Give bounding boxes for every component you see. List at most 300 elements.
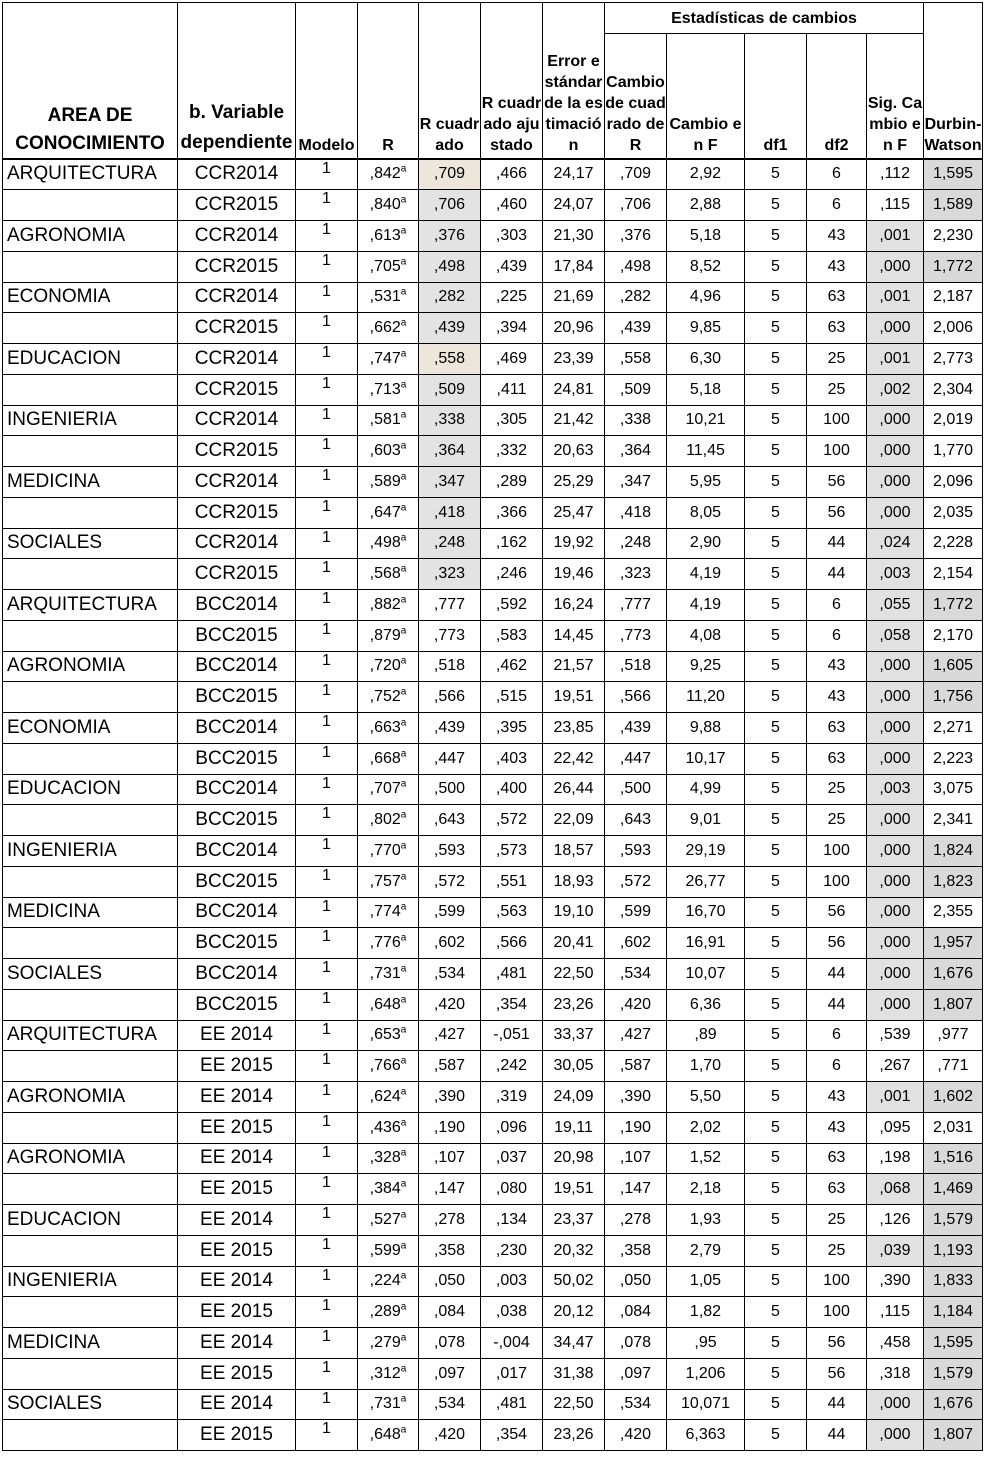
r-cell bbox=[358, 1082, 419, 1113]
area-cell bbox=[3, 251, 178, 282]
durbin-watson-cell: 1,824 bbox=[924, 836, 983, 867]
sig-f-change-cell: ,267 bbox=[867, 1051, 924, 1082]
r-square-change-cell: ,534 bbox=[605, 1389, 667, 1420]
r-value: ,774 bbox=[369, 903, 401, 921]
r-value: ,289 bbox=[369, 1303, 401, 1321]
df2-cell: 100 bbox=[807, 1297, 867, 1328]
sig-f-change-cell: ,003 bbox=[867, 774, 924, 805]
table-row bbox=[3, 774, 983, 805]
table-row bbox=[3, 1266, 983, 1297]
sig-f-change-cell: ,039 bbox=[867, 1235, 924, 1266]
r-value: ,731 bbox=[369, 964, 401, 982]
table-row bbox=[3, 467, 983, 498]
dependent-variable-cell: EE 2015 bbox=[178, 1358, 296, 1389]
f-change-cell: 10,07 bbox=[667, 959, 745, 990]
table-row bbox=[3, 713, 983, 744]
table-row bbox=[3, 1082, 983, 1113]
footnote-marker: a bbox=[400, 1271, 407, 1283]
model-cell: 1 bbox=[296, 559, 358, 590]
durbin-watson-cell: 2,035 bbox=[924, 497, 983, 528]
model-cell: 1 bbox=[296, 251, 358, 282]
area-cell: EDUCACION bbox=[3, 774, 178, 805]
f-change-cell: 9,25 bbox=[667, 651, 745, 682]
durbin-watson-cell: 2,271 bbox=[924, 713, 983, 744]
model-cell: 1 bbox=[296, 1112, 358, 1143]
adjusted-r-square-cell: ,162 bbox=[481, 528, 543, 559]
r-square-cell: ,248 bbox=[419, 528, 481, 559]
area-cell: MEDICINA bbox=[3, 467, 178, 498]
area-cell bbox=[3, 1358, 178, 1389]
footnote-marker: a bbox=[400, 287, 407, 299]
r-square-cell: ,534 bbox=[419, 959, 481, 990]
r-square-change-cell: ,323 bbox=[605, 559, 667, 590]
table-row bbox=[3, 497, 983, 528]
r-square-cell: ,500 bbox=[419, 774, 481, 805]
std-error-cell: 33,37 bbox=[543, 1020, 605, 1051]
table-row bbox=[3, 897, 983, 928]
footnote-marker: a bbox=[400, 194, 407, 206]
r-cell bbox=[358, 528, 419, 559]
durbin-watson-cell: 1,756 bbox=[924, 682, 983, 713]
sig-f-change-cell: ,000 bbox=[867, 682, 924, 713]
footnote-marker: a bbox=[400, 686, 407, 698]
durbin-watson-cell: 1,193 bbox=[924, 1235, 983, 1266]
f-change-cell: 29,19 bbox=[667, 836, 745, 867]
r-value: ,648 bbox=[369, 995, 401, 1013]
df1-cell: 5 bbox=[745, 620, 807, 651]
dependent-variable-cell: BCC2014 bbox=[178, 774, 296, 805]
dependent-variable-cell: EE 2014 bbox=[178, 1266, 296, 1297]
area-cell bbox=[3, 1297, 178, 1328]
table-row bbox=[3, 159, 983, 190]
r-cell bbox=[358, 221, 419, 252]
df1-cell: 5 bbox=[745, 190, 807, 221]
f-change-cell: 8,52 bbox=[667, 251, 745, 282]
adjusted-r-square-cell: ,592 bbox=[481, 590, 543, 621]
r-value: ,624 bbox=[369, 1087, 401, 1105]
adjusted-r-square-cell: ,354 bbox=[481, 989, 543, 1020]
df1-cell: 5 bbox=[745, 1174, 807, 1205]
r-value: ,589 bbox=[369, 472, 401, 490]
df2-cell: 25 bbox=[807, 344, 867, 375]
f-change-cell: 5,95 bbox=[667, 467, 745, 498]
sig-f-change-cell: ,000 bbox=[867, 436, 924, 467]
durbin-watson-cell: 1,772 bbox=[924, 251, 983, 282]
durbin-watson-cell: 1,957 bbox=[924, 928, 983, 959]
r-cell bbox=[358, 620, 419, 651]
dependent-variable-cell: EE 2014 bbox=[178, 1389, 296, 1420]
footnote-marker: a bbox=[400, 1178, 407, 1190]
header-df1: df1 bbox=[745, 34, 807, 159]
footnote-marker: a bbox=[400, 256, 407, 268]
r-square-cell: ,420 bbox=[419, 1420, 481, 1451]
table-row bbox=[3, 1051, 983, 1082]
table-row bbox=[3, 436, 983, 467]
df1-cell: 5 bbox=[745, 1420, 807, 1451]
f-change-cell: ,89 bbox=[667, 1020, 745, 1051]
df2-cell: 100 bbox=[807, 836, 867, 867]
sig-f-change-cell: ,318 bbox=[867, 1358, 924, 1389]
footnote-marker: a bbox=[400, 1209, 407, 1221]
df1-cell: 5 bbox=[745, 989, 807, 1020]
df2-cell: 43 bbox=[807, 1112, 867, 1143]
dependent-variable-cell: EE 2015 bbox=[178, 1112, 296, 1143]
model-cell: 1 bbox=[296, 159, 358, 190]
df1-cell: 5 bbox=[745, 590, 807, 621]
f-change-cell: 10,071 bbox=[667, 1389, 745, 1420]
model-cell: 1 bbox=[296, 1235, 358, 1266]
sig-f-change-cell: ,458 bbox=[867, 1328, 924, 1359]
r-square-cell: ,418 bbox=[419, 497, 481, 528]
dependent-variable-cell: EE 2015 bbox=[178, 1297, 296, 1328]
dependent-variable-cell: BCC2015 bbox=[178, 989, 296, 1020]
r-square-cell: ,097 bbox=[419, 1358, 481, 1389]
model-cell: 1 bbox=[296, 1420, 358, 1451]
adjusted-r-square-cell: ,411 bbox=[481, 374, 543, 405]
durbin-watson-cell: 2,019 bbox=[924, 405, 983, 436]
footnote-marker: a bbox=[400, 840, 407, 852]
model-cell: 1 bbox=[296, 1082, 358, 1113]
df1-cell: 5 bbox=[745, 251, 807, 282]
r-square-change-cell: ,278 bbox=[605, 1205, 667, 1236]
dependent-variable-cell: CCR2015 bbox=[178, 497, 296, 528]
footnote-marker: a bbox=[400, 225, 407, 237]
df1-cell: 5 bbox=[745, 897, 807, 928]
f-change-cell: 2,92 bbox=[667, 159, 745, 190]
r-square-change-cell: ,420 bbox=[605, 1420, 667, 1451]
std-error-cell: 34,47 bbox=[543, 1328, 605, 1359]
r-square-cell: ,602 bbox=[419, 928, 481, 959]
df2-cell: 43 bbox=[807, 651, 867, 682]
header-std-error: Error estándar de la estimación bbox=[543, 3, 605, 159]
r-cell bbox=[358, 743, 419, 774]
r-square-cell: ,282 bbox=[419, 282, 481, 313]
std-error-cell: 20,98 bbox=[543, 1143, 605, 1174]
f-change-cell: 9,85 bbox=[667, 313, 745, 344]
table-row bbox=[3, 928, 983, 959]
r-cell bbox=[358, 989, 419, 1020]
r-square-change-cell: ,500 bbox=[605, 774, 667, 805]
footnote-marker: a bbox=[400, 809, 407, 821]
model-cell: 1 bbox=[296, 713, 358, 744]
sig-f-change-cell: ,115 bbox=[867, 1297, 924, 1328]
table-row bbox=[3, 1389, 983, 1420]
model-cell: 1 bbox=[296, 282, 358, 313]
adjusted-r-square-cell: ,573 bbox=[481, 836, 543, 867]
footnote-marker: a bbox=[400, 440, 407, 452]
r-cell bbox=[358, 1174, 419, 1205]
r-square-change-cell: ,572 bbox=[605, 866, 667, 897]
df1-cell: 5 bbox=[745, 651, 807, 682]
adjusted-r-square-cell: ,242 bbox=[481, 1051, 543, 1082]
table-row bbox=[3, 989, 983, 1020]
r-square-change-cell: ,587 bbox=[605, 1051, 667, 1082]
df1-cell: 5 bbox=[745, 774, 807, 805]
durbin-watson-cell: 1,595 bbox=[924, 1328, 983, 1359]
std-error-cell: 19,51 bbox=[543, 1174, 605, 1205]
r-cell bbox=[358, 467, 419, 498]
model-cell: 1 bbox=[296, 405, 358, 436]
adjusted-r-square-cell: ,305 bbox=[481, 405, 543, 436]
df2-cell: 44 bbox=[807, 1389, 867, 1420]
area-cell bbox=[3, 682, 178, 713]
model-cell: 1 bbox=[296, 590, 358, 621]
r-square-change-cell: ,643 bbox=[605, 805, 667, 836]
table-row bbox=[3, 221, 983, 252]
r-value: ,776 bbox=[369, 934, 401, 952]
adjusted-r-square-cell: ,466 bbox=[481, 159, 543, 190]
r-square-cell: ,078 bbox=[419, 1328, 481, 1359]
std-error-cell: 24,09 bbox=[543, 1082, 605, 1113]
footnote-marker: a bbox=[400, 1117, 407, 1129]
r-square-change-cell: ,709 bbox=[605, 159, 667, 190]
r-square-change-cell: ,147 bbox=[605, 1174, 667, 1205]
area-cell: ECONOMIA bbox=[3, 282, 178, 313]
r-square-change-cell: ,190 bbox=[605, 1112, 667, 1143]
df2-cell: 100 bbox=[807, 405, 867, 436]
r-value: ,757 bbox=[369, 872, 401, 890]
footnote-marker: a bbox=[400, 502, 407, 514]
r-square-cell: ,593 bbox=[419, 836, 481, 867]
df2-cell: 6 bbox=[807, 1051, 867, 1082]
table-row bbox=[3, 344, 983, 375]
r-square-change-cell: ,050 bbox=[605, 1266, 667, 1297]
model-cell: 1 bbox=[296, 836, 358, 867]
df2-cell: 25 bbox=[807, 805, 867, 836]
dependent-variable-cell: BCC2014 bbox=[178, 590, 296, 621]
df1-cell: 5 bbox=[745, 528, 807, 559]
std-error-cell: 30,05 bbox=[543, 1051, 605, 1082]
std-error-cell: 21,42 bbox=[543, 405, 605, 436]
table-row bbox=[3, 866, 983, 897]
df2-cell: 56 bbox=[807, 897, 867, 928]
sig-f-change-cell: ,000 bbox=[867, 713, 924, 744]
dependent-variable-cell: CCR2015 bbox=[178, 436, 296, 467]
std-error-cell: 21,69 bbox=[543, 282, 605, 313]
sig-f-change-cell: ,000 bbox=[867, 836, 924, 867]
r-cell bbox=[358, 282, 419, 313]
f-change-cell: 4,99 bbox=[667, 774, 745, 805]
r-square-cell: ,518 bbox=[419, 651, 481, 682]
r-square-cell: ,084 bbox=[419, 1297, 481, 1328]
area-cell: ARQUITECTURA bbox=[3, 590, 178, 621]
df2-cell: 25 bbox=[807, 374, 867, 405]
df2-cell: 25 bbox=[807, 774, 867, 805]
r-value: ,752 bbox=[369, 688, 401, 706]
table-body bbox=[3, 159, 983, 1451]
sig-f-change-cell: ,115 bbox=[867, 190, 924, 221]
adjusted-r-square-cell: ,332 bbox=[481, 436, 543, 467]
table-row bbox=[3, 1143, 983, 1174]
r-value: ,747 bbox=[369, 349, 401, 367]
sig-f-change-cell: ,000 bbox=[867, 866, 924, 897]
adjusted-r-square-cell: ,038 bbox=[481, 1297, 543, 1328]
r-cell bbox=[358, 251, 419, 282]
adjusted-r-square-cell: ,481 bbox=[481, 1389, 543, 1420]
adjusted-r-square-cell: ,303 bbox=[481, 221, 543, 252]
dependent-variable-cell: BCC2014 bbox=[178, 897, 296, 928]
table-row bbox=[3, 805, 983, 836]
f-change-cell: 2,90 bbox=[667, 528, 745, 559]
r-square-change-cell: ,773 bbox=[605, 620, 667, 651]
r-square-change-cell: ,706 bbox=[605, 190, 667, 221]
table-row bbox=[3, 743, 983, 774]
df2-cell: 56 bbox=[807, 497, 867, 528]
f-change-cell: 5,50 bbox=[667, 1082, 745, 1113]
r-value: ,568 bbox=[369, 565, 401, 583]
model-cell: 1 bbox=[296, 528, 358, 559]
df2-cell: 44 bbox=[807, 989, 867, 1020]
durbin-watson-cell: 1,595 bbox=[924, 159, 983, 190]
sig-f-change-cell: ,126 bbox=[867, 1205, 924, 1236]
r-square-change-cell: ,427 bbox=[605, 1020, 667, 1051]
adjusted-r-square-cell: -,004 bbox=[481, 1328, 543, 1359]
dependent-variable-cell: CCR2014 bbox=[178, 159, 296, 190]
dependent-variable-cell: CCR2015 bbox=[178, 190, 296, 221]
durbin-watson-cell: 2,096 bbox=[924, 467, 983, 498]
adjusted-r-square-cell: ,319 bbox=[481, 1082, 543, 1113]
sig-f-change-cell: ,000 bbox=[867, 989, 924, 1020]
std-error-cell: 31,38 bbox=[543, 1358, 605, 1389]
adjusted-r-square-cell: ,354 bbox=[481, 1420, 543, 1451]
dependent-variable-cell: EE 2014 bbox=[178, 1082, 296, 1113]
df2-cell: 63 bbox=[807, 743, 867, 774]
area-cell: EDUCACION bbox=[3, 1205, 178, 1236]
r-value: ,882 bbox=[369, 595, 401, 613]
r-value: ,527 bbox=[369, 1210, 401, 1228]
durbin-watson-cell: 1,469 bbox=[924, 1174, 983, 1205]
adjusted-r-square-cell: ,462 bbox=[481, 651, 543, 682]
footnote-marker: a bbox=[400, 1332, 407, 1344]
r-value: ,840 bbox=[369, 196, 401, 214]
r-square-cell: ,447 bbox=[419, 743, 481, 774]
dependent-variable-cell: BCC2015 bbox=[178, 743, 296, 774]
df1-cell: 5 bbox=[745, 682, 807, 713]
df1-cell: 5 bbox=[745, 374, 807, 405]
df2-cell: 44 bbox=[807, 559, 867, 590]
r-value: ,312 bbox=[369, 1364, 401, 1382]
df2-cell: 100 bbox=[807, 436, 867, 467]
adjusted-r-square-cell: ,583 bbox=[481, 620, 543, 651]
sig-f-change-cell: ,055 bbox=[867, 590, 924, 621]
durbin-watson-cell: 2,187 bbox=[924, 282, 983, 313]
sig-f-change-cell: ,024 bbox=[867, 528, 924, 559]
sig-f-change-cell: ,000 bbox=[867, 928, 924, 959]
r-square-change-cell: ,509 bbox=[605, 374, 667, 405]
area-cell bbox=[3, 1420, 178, 1451]
f-change-cell: 1,05 bbox=[667, 1266, 745, 1297]
r-cell bbox=[358, 1205, 419, 1236]
sig-f-change-cell: ,000 bbox=[867, 497, 924, 528]
r-value: ,599 bbox=[369, 1241, 401, 1259]
header-sig-f-change: Sig. Cambio en F bbox=[867, 34, 924, 159]
area-cell: AGRONOMIA bbox=[3, 651, 178, 682]
dependent-variable-cell: EE 2015 bbox=[178, 1174, 296, 1205]
std-error-cell: 20,41 bbox=[543, 928, 605, 959]
sig-f-change-cell: ,001 bbox=[867, 344, 924, 375]
r-cell bbox=[358, 497, 419, 528]
model-cell: 1 bbox=[296, 682, 358, 713]
adjusted-r-square-cell: ,394 bbox=[481, 313, 543, 344]
sig-f-change-cell: ,000 bbox=[867, 467, 924, 498]
durbin-watson-cell: 2,341 bbox=[924, 805, 983, 836]
r-square-change-cell: ,390 bbox=[605, 1082, 667, 1113]
header-r: R bbox=[358, 3, 419, 159]
r-square-change-cell: ,364 bbox=[605, 436, 667, 467]
footnote-marker: a bbox=[400, 471, 407, 483]
df2-cell: 6 bbox=[807, 620, 867, 651]
table-row bbox=[3, 405, 983, 436]
model-cell: 1 bbox=[296, 1143, 358, 1174]
r-square-cell: ,338 bbox=[419, 405, 481, 436]
durbin-watson-cell: 2,230 bbox=[924, 221, 983, 252]
df1-cell: 5 bbox=[745, 313, 807, 344]
r-cell bbox=[358, 651, 419, 682]
footnote-marker: a bbox=[400, 1363, 407, 1375]
std-error-cell: 22,09 bbox=[543, 805, 605, 836]
adjusted-r-square-cell: ,246 bbox=[481, 559, 543, 590]
dependent-variable-cell: EE 2014 bbox=[178, 1328, 296, 1359]
table-row bbox=[3, 620, 983, 651]
durbin-watson-cell: ,977 bbox=[924, 1020, 983, 1051]
std-error-cell: 50,02 bbox=[543, 1266, 605, 1297]
df2-cell: 43 bbox=[807, 682, 867, 713]
header-r-square: R cuadrado bbox=[419, 3, 481, 159]
durbin-watson-cell: ,771 bbox=[924, 1051, 983, 1082]
footnote-marker: a bbox=[400, 963, 407, 975]
std-error-cell: 21,57 bbox=[543, 651, 605, 682]
r-square-change-cell: ,593 bbox=[605, 836, 667, 867]
area-cell: INGENIERIA bbox=[3, 836, 178, 867]
durbin-watson-cell: 2,223 bbox=[924, 743, 983, 774]
f-change-cell: 11,45 bbox=[667, 436, 745, 467]
sig-f-change-cell: ,000 bbox=[867, 1389, 924, 1420]
model-cell: 1 bbox=[296, 313, 358, 344]
r-cell bbox=[358, 1235, 419, 1266]
df1-cell: 5 bbox=[745, 713, 807, 744]
r-value: ,384 bbox=[369, 1180, 401, 1198]
footnote-marker: a bbox=[400, 748, 407, 760]
f-change-cell: 4,96 bbox=[667, 282, 745, 313]
r-square-cell: ,278 bbox=[419, 1205, 481, 1236]
df1-cell: 5 bbox=[745, 1358, 807, 1389]
r-square-cell: ,190 bbox=[419, 1112, 481, 1143]
std-error-cell: 17,84 bbox=[543, 251, 605, 282]
table-row bbox=[3, 1297, 983, 1328]
model-cell: 1 bbox=[296, 1051, 358, 1082]
header-adjusted-r-square: R cuadrado ajustado bbox=[481, 3, 543, 159]
std-error-cell: 16,24 bbox=[543, 590, 605, 621]
std-error-cell: 23,37 bbox=[543, 1205, 605, 1236]
r-value: ,279 bbox=[369, 1333, 401, 1351]
std-error-cell: 19,11 bbox=[543, 1112, 605, 1143]
regression-summary-table bbox=[2, 2, 983, 1451]
footnote-marker: a bbox=[400, 164, 407, 176]
r-square-cell: ,566 bbox=[419, 682, 481, 713]
std-error-cell: 14,45 bbox=[543, 620, 605, 651]
r-square-change-cell: ,599 bbox=[605, 897, 667, 928]
area-cell bbox=[3, 1174, 178, 1205]
dependent-variable-cell: BCC2015 bbox=[178, 620, 296, 651]
dependent-variable-cell: EE 2014 bbox=[178, 1143, 296, 1174]
df2-cell: 100 bbox=[807, 1266, 867, 1297]
area-cell: MEDICINA bbox=[3, 1328, 178, 1359]
r-cell bbox=[358, 836, 419, 867]
r-square-change-cell: ,282 bbox=[605, 282, 667, 313]
durbin-watson-cell: 1,589 bbox=[924, 190, 983, 221]
r-cell bbox=[358, 1020, 419, 1051]
footnote-marker: a bbox=[400, 533, 407, 545]
